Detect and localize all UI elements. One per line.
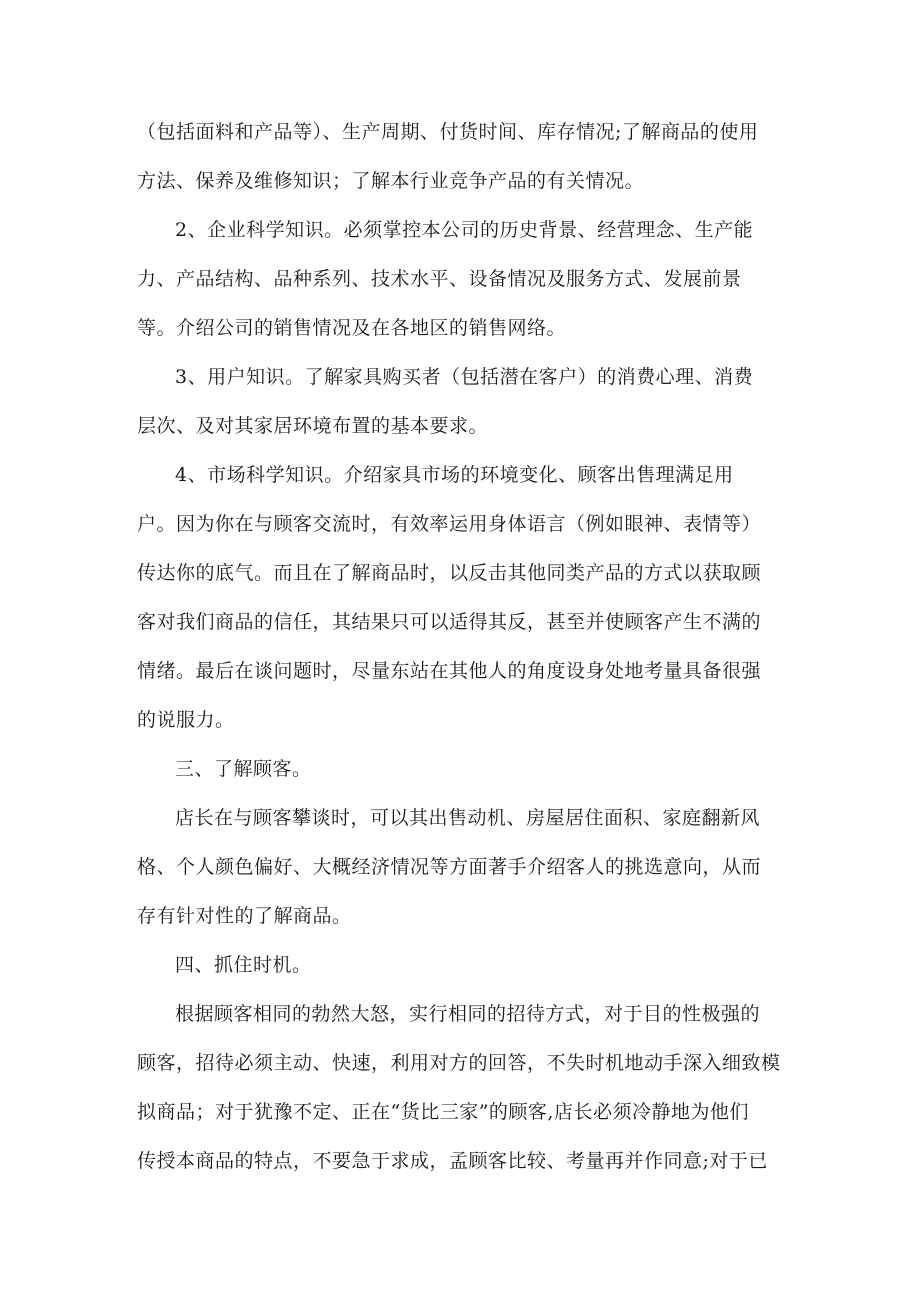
- section-heading: 四、抓住时机。: [175, 954, 312, 976]
- text-line: 存有针对性的了解商品。: [137, 905, 352, 927]
- text-line: 店长在与顾客攀谈时，可以其出售动机、房屋居住面积、家庭翻新风: [175, 807, 761, 829]
- text-line: 2、企业科学知识。必须掌控本公司的历史背景、经营理念、生产能: [175, 219, 754, 241]
- text-line: 3、用户知识。了解家具购买者（包括潜在客户）的消费心理、消费: [175, 366, 754, 388]
- text-line: 传达你的底气。而且在了解商品时，以反击其他同类产品的方式以获取顾: [137, 562, 762, 584]
- text-line: 拟商品；对于犹豫不定、正在“货比三家”的顾客,店长必须冷静地为他们: [137, 1101, 749, 1123]
- section-heading: 三、了解顾客。: [175, 758, 312, 780]
- text-line: 等。介绍公司的销售情况及在各地区的销售网络。: [137, 317, 567, 339]
- text-line: 层次、及对其家居环境布置的基本要求。: [137, 415, 489, 437]
- text-line: 顾客，招待必须主动、快速，利用对方的回答，不失时机地动手深入细致模: [137, 1052, 781, 1074]
- text-line: 传授本商品的特点，不要急于求成，孟顾客比较、考量再并作同意;对于已: [137, 1150, 768, 1172]
- text-line: 方法、保养及维修知识；了解本行业竞争产品的有关情况。: [137, 170, 645, 192]
- text-line: 根据顾客相同的勃然大怒，实行相同的招待方式，对于目的性极强的: [175, 1003, 761, 1025]
- text-line: 户。因为你在与顾客交流时，有效率运用身体语言（例如眼神、表情等）: [137, 513, 762, 535]
- text-line: 4、市场科学知识。介绍家具市场的环境变化、顾客出售理满足用: [175, 464, 734, 486]
- text-line: 格、个人颜色偏好、大概经济情况等方面著手介绍客人的挑选意向，从而: [137, 856, 762, 878]
- text-line: 客对我们商品的信任，其结果只可以适得其反，甚至并使顾客产生不满的: [137, 611, 762, 633]
- text-line: 力、产品结构、品种系列、技术水平、设备情况及服务方式、发展前景: [137, 268, 742, 290]
- text-line: （包括面料和产品等）、生产周期、付货时间、库存情况;了解商品的使用: [137, 121, 759, 143]
- text-line: 情绪。最后在谈问题时，尽量东站在其他人的角度设身处地考量具备很强: [137, 660, 762, 682]
- text-line: 的说服力。: [137, 709, 235, 731]
